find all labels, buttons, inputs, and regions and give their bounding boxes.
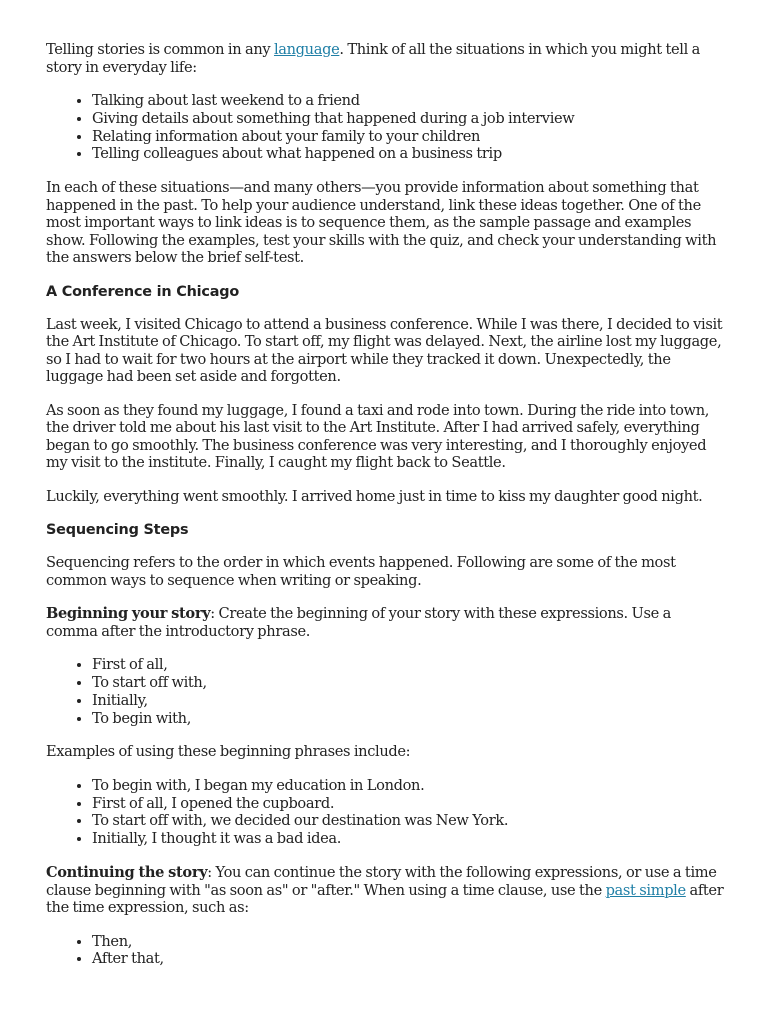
list-item: • After that,: [92, 950, 726, 968]
list-item: • Then,: [92, 933, 726, 951]
beginning-phrases-list: [46, 656, 726, 727]
conference-heading: A Conference in Chicago: [46, 283, 240, 300]
article-body: [46, 41, 726, 984]
sequencing-intro: Sequencing refers to the order in which events happened. Following are some of the most common ways to sequence when writing or speaking.: [46, 554, 676, 589]
list-item: • First of all,: [92, 656, 726, 674]
conference-paragraph: Last week, I visited Chicago to attend a business conference. While I was there, I decided to visit the Art Institute of Chicago. To start off, my flight was delayed. Next, the airline lost my luggage, so I had to wait for two hours at the airport while they tracked it down. Unexpectedly, the luggage had been set aside and forgotten.: [46, 315, 723, 386]
list-item: • To start off with,: [92, 674, 726, 692]
list-item: • First of all, I opened the cupboard.: [92, 795, 726, 813]
beginning-examples-list: [46, 777, 726, 848]
intro-text-end: . Think of all the situations in which you might tell a story in everyday life:: [46, 41, 700, 76]
situations-list: [46, 92, 726, 163]
conference-paragraph: As soon as they found my luggage, I found a taxi and rode into town. During the ride into town, the driver told me about his last visit to the Art Institute. After I had arrived safely, everything began to go smoothly. The business conference was very interesting, and I thoroughly enjoyed my visit to the institute. Finally, I caught my flight back to Seattle.: [46, 401, 710, 472]
past-simple-link[interactable]: past simple: [605, 881, 686, 899]
list-item: • Initially,: [92, 692, 726, 710]
list-item: • To begin with,: [92, 710, 726, 728]
situations-paragraph: In each of these situations—and many others—you provide information about something that happened in the past. To help your audience understand, link these ideas together. One of the most important ways to link ideas is to sequence them, as the sample passage and examples show. Following the examples, test your skills with the quiz, and check your understanding with the answers below the brief self-test.: [46, 179, 717, 267]
continuing-text-end: after the time expression, such as:: [46, 881, 724, 917]
list-item: • To start off with, we decided our destination was New York.: [92, 812, 726, 830]
sequencing-heading: Sequencing Steps: [46, 522, 189, 539]
list-item: • Giving details about something that happened during a job interview: [92, 110, 726, 128]
continuing-phrases-list: [46, 933, 726, 969]
list-item: • Talking about last weekend to a friend: [92, 92, 726, 110]
list-item: • Initially, I thought it was a bad idea.: [92, 830, 726, 848]
continuing-paragraph: [46, 864, 726, 917]
intro-text-start: Telling stories is common in any: [46, 41, 274, 58]
list-item: • Telling colleagues about what happened on a business trip: [92, 145, 726, 163]
list-item: • To begin with, I began my education in London.: [92, 777, 726, 795]
beginning-label: Beginning your story: [46, 605, 211, 623]
intro-paragraph: [46, 41, 726, 76]
continuing-text-start: : You can continue the story with the following expressions, or use a time clause beginning with "as soon as" or "after." When using a time clause, use the: [46, 864, 717, 899]
beginning-paragraph: [46, 605, 726, 640]
conference-paragraph: Luckily, everything went smoothly. I arrived home just in time to kiss my daughter good night.: [46, 487, 703, 505]
continuing-label: Continuing the story: [46, 864, 208, 882]
examples-intro: Examples of using these beginning phrases include:: [46, 743, 411, 761]
list-item: • Relating information about your family to your children: [92, 128, 726, 146]
beginning-text: : Create the beginning of your story with these expressions. Use a comma after the introductory phrase.: [46, 605, 671, 640]
language-link[interactable]: language: [273, 41, 340, 58]
